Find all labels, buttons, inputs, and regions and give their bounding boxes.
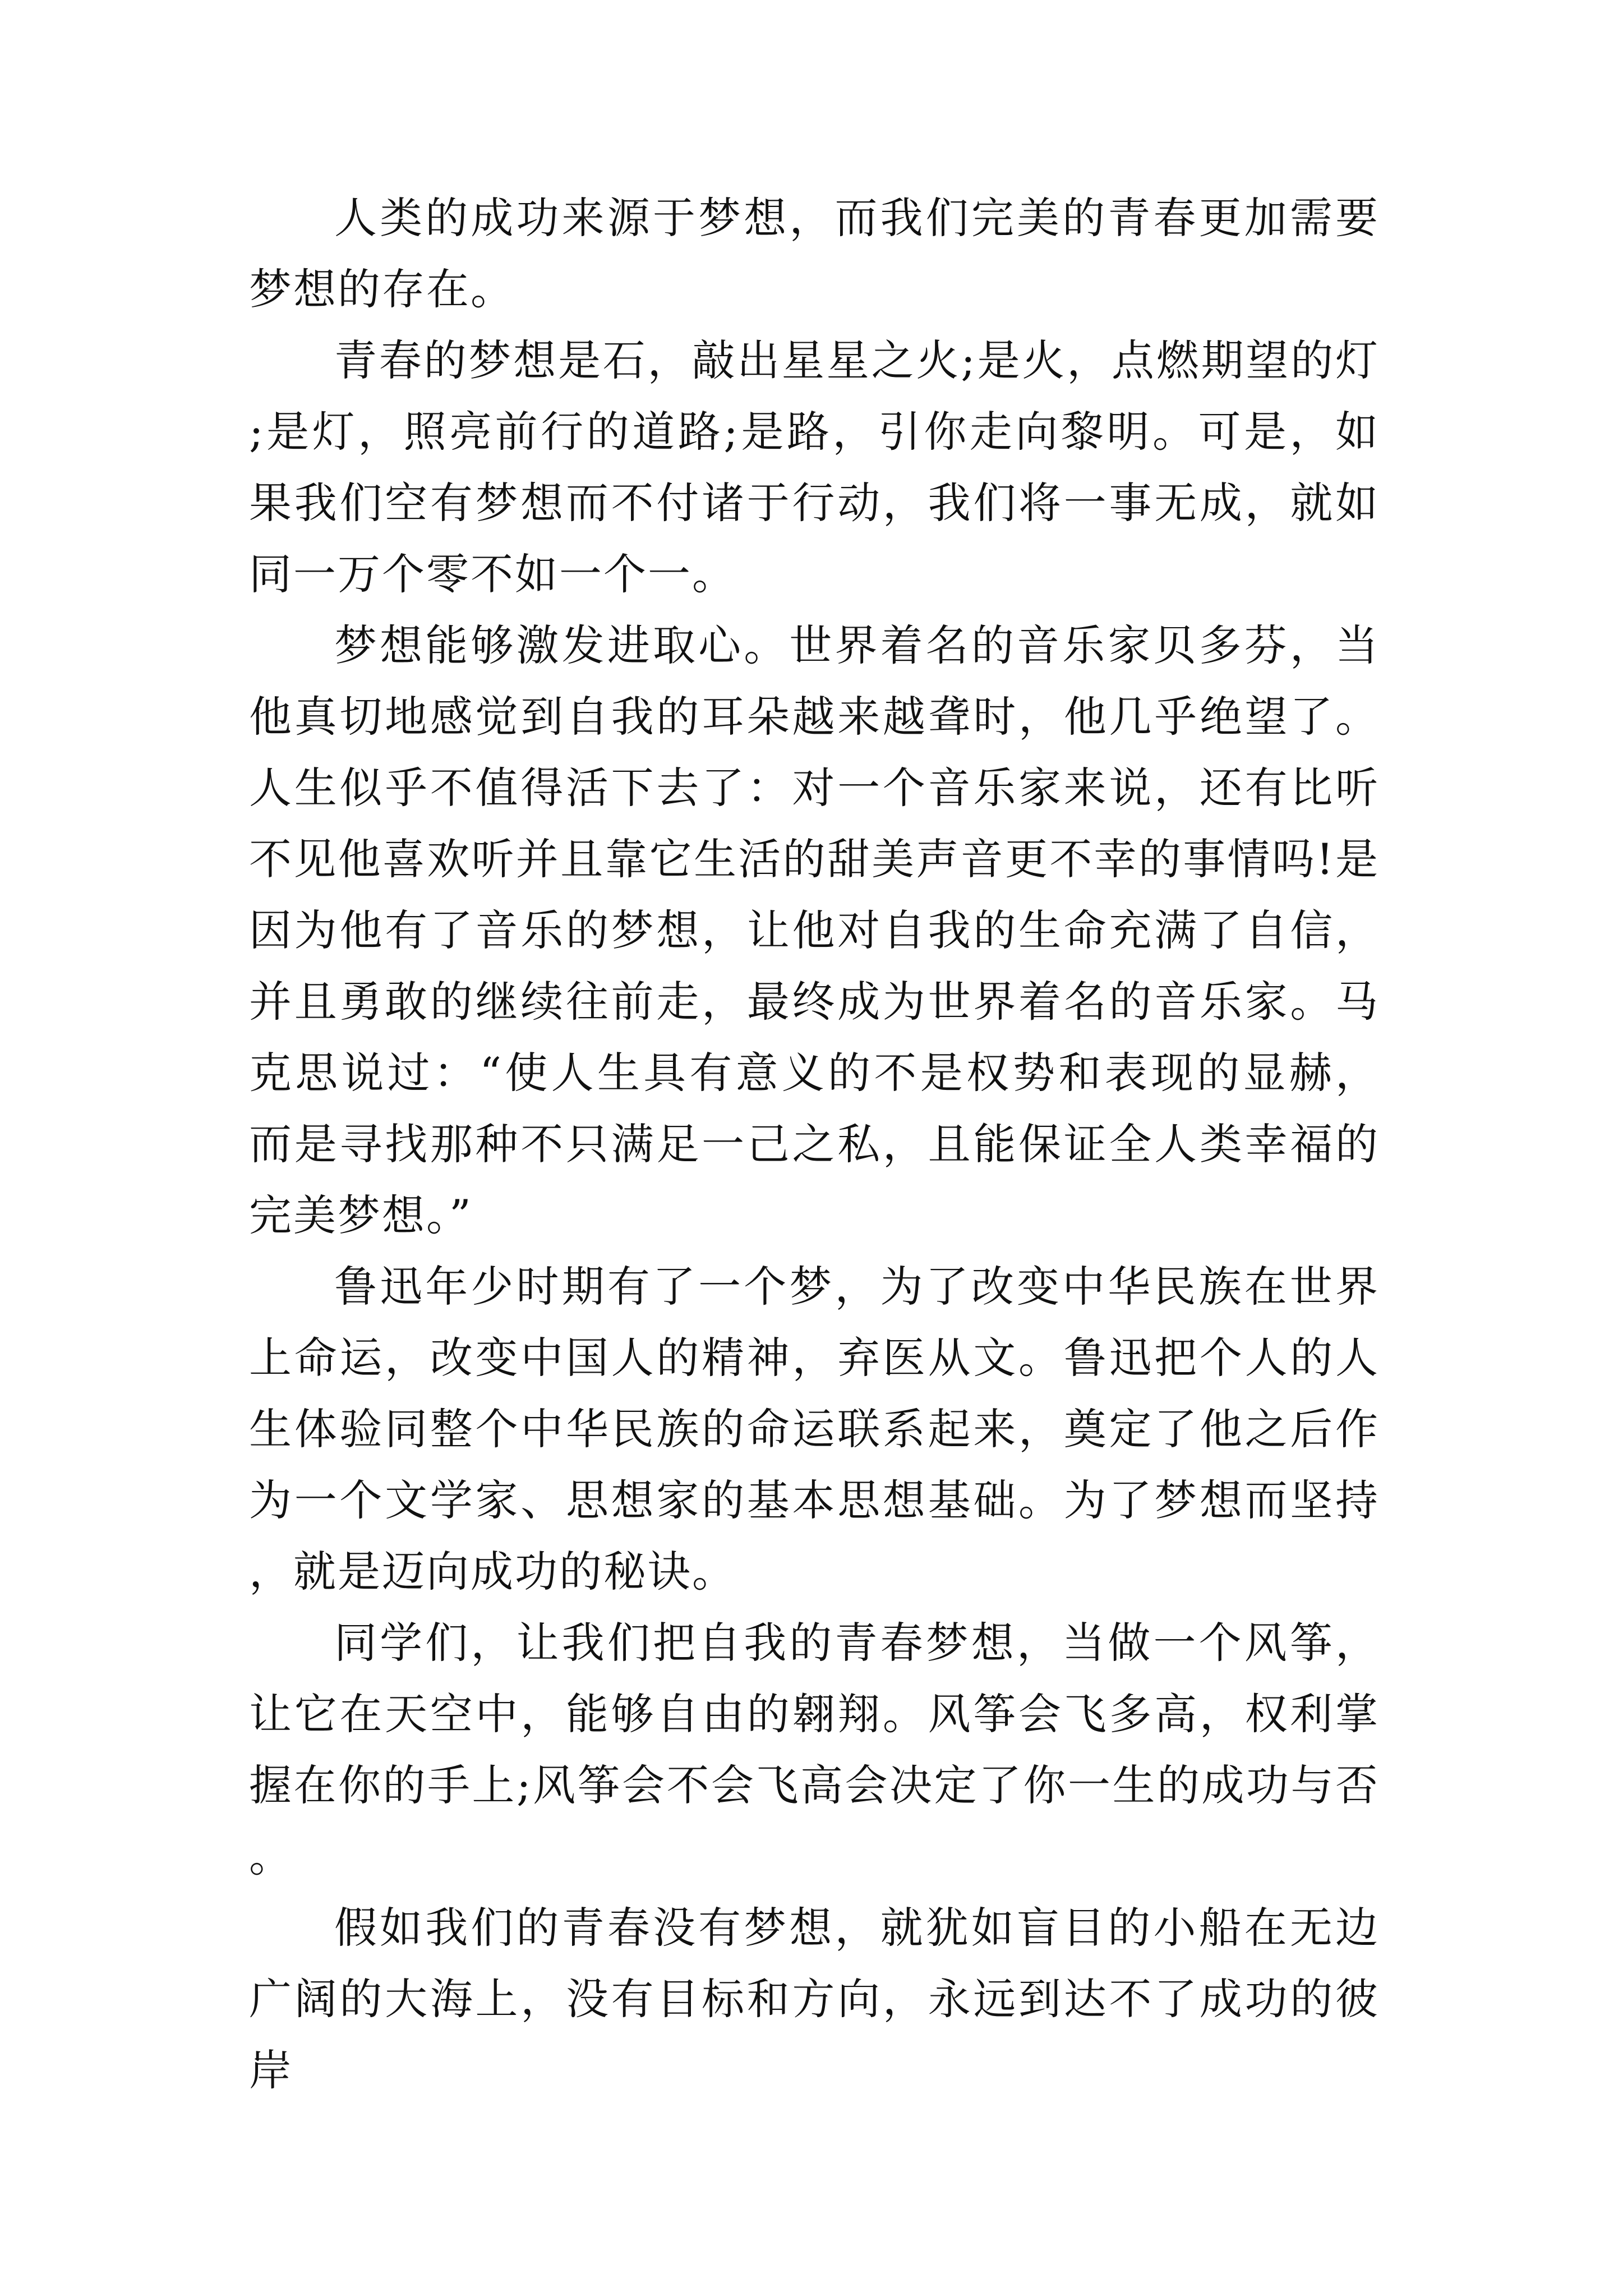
- paragraph-1: 人类的成功来源于梦想，而我们完美的青春更加需要梦想的存在。: [249, 193, 1380, 314]
- paragraph-4: 鲁迅年少时期有了一个梦，为了改变中华民族在世界上命运，改变中国人的精神，弃医从文。鲁迅把个人的人生体验同整个中华民族的命运联系起来，奠定了他之后作为一个文学家、思想家的基本思想基础。为了梦想而坚持，就是迈向成功的秘诀。: [249, 1262, 1380, 1596]
- paragraph-3: 梦想能够激发进取心。世界着名的音乐家贝多芬，当他真切地感觉到自我的耳朵越来越聋时，他几乎绝望了。人生似乎不值得活下去了：对一个音乐家来说，还有比听不见他喜欢听并且靠它生活的甜美声音更不幸的事情吗!是因为他有了音乐的梦想，让他对自我的生命充满了自信，并且勇敢的继续往前走，最终成为世界着名的音乐家。马克思说过：“使人生具有意义的不是权势和表现的显赫，而是寻找那种不只满足一己之私，且能保证全人类幸福的完美梦想。”: [249, 620, 1380, 1240]
- paragraph-6: 假如我们的青春没有梦想，就犹如盲目的小船在无边广阔的大海上，没有目标和方向，永远到达不了成功的彼岸: [249, 1903, 1380, 2095]
- paragraph-5: 同学们，让我们把自我的青春梦想，当做一个风筝，让它在天空中，能够自由的翱翔。风筝会飞多高，权利掌握在你的手上;风筝会不会飞高会决定了你一生的成功与否。: [249, 1618, 1380, 1881]
- paragraph-2: 青春的梦想是石，敲出星星之火;是火，点燃期望的灯;是灯，照亮前行的道路;是路，引你走向黎明。可是，如果我们空有梦想而不付诸于行动，我们将一事无成，就如同一万个零不如一个一。: [249, 335, 1380, 599]
- essay-body: [249, 182, 1380, 2106]
